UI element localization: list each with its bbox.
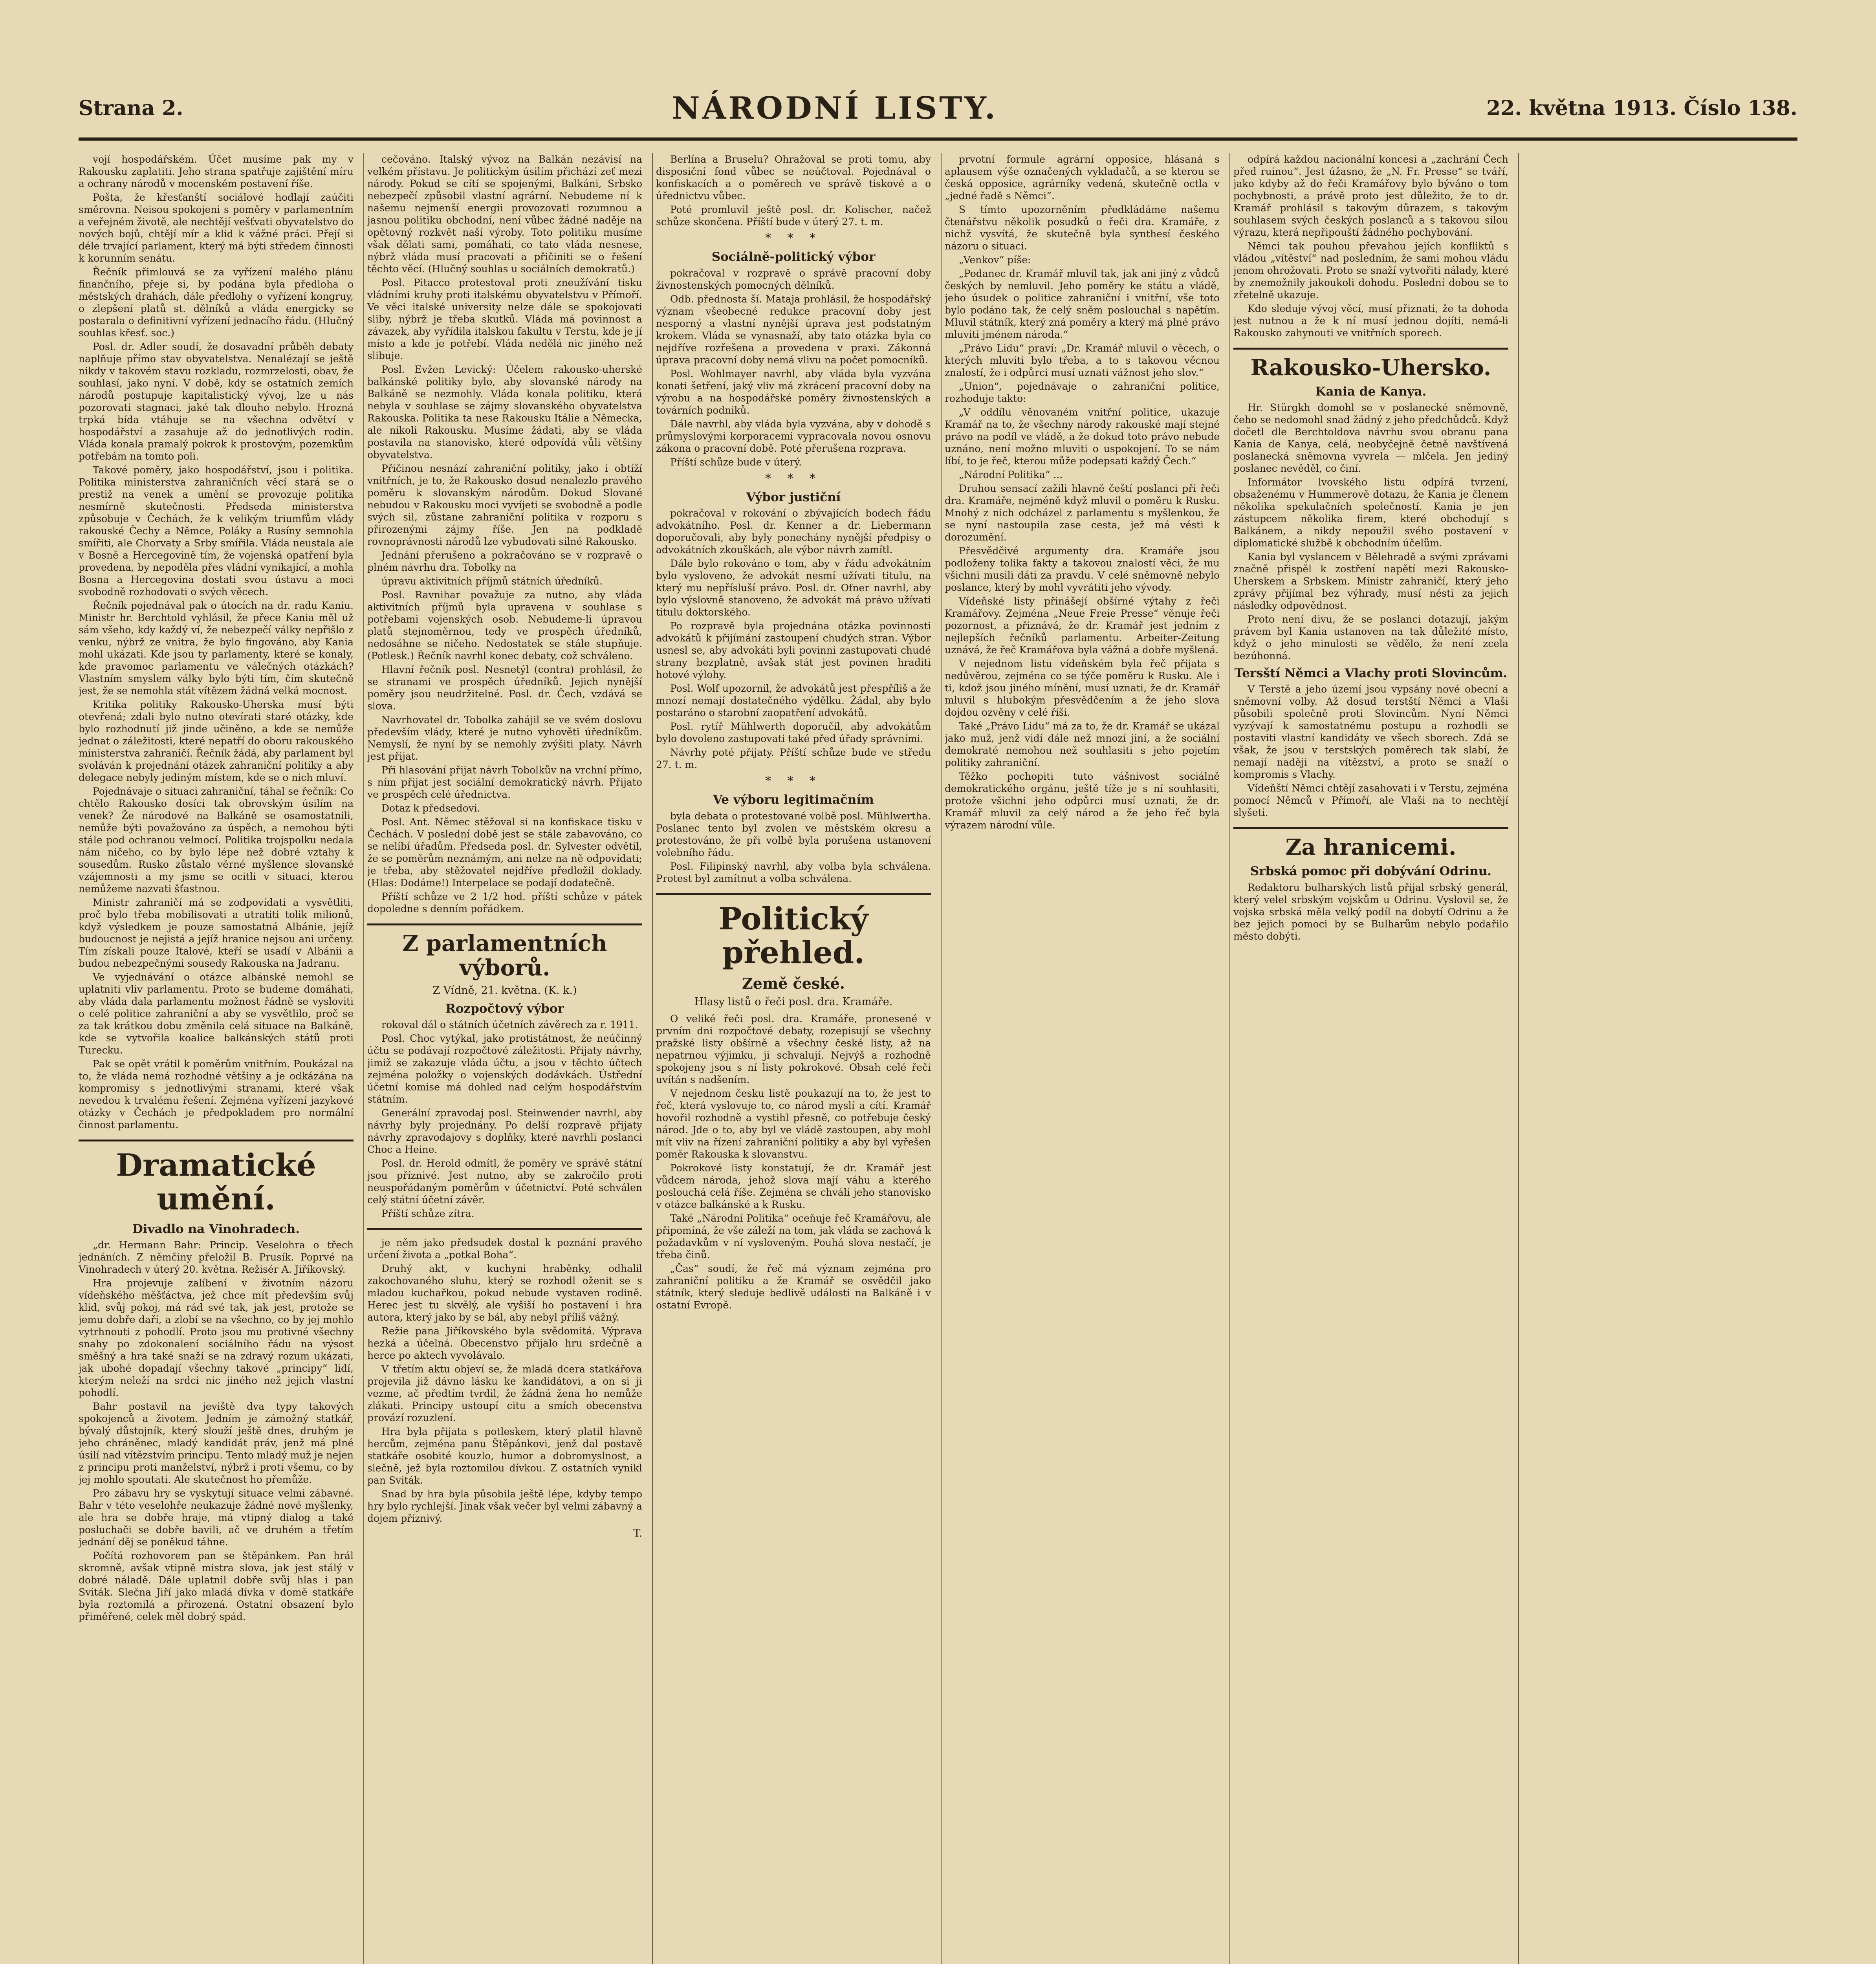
masthead — [79, 79, 1797, 141]
issue-date: 22. května 1913. Číslo 138. — [1486, 96, 1797, 120]
budget-committee-heading: Rozpočtový výbor — [445, 1001, 564, 1016]
budget-committee-report — [367, 1019, 642, 1220]
section-divider — [79, 1140, 354, 1141]
parliament-report — [79, 153, 354, 1131]
paragraph: Posl. Choc vytýkal, jako protistátnost, že neúčinný účtu se podávají rozpočtové záležitosti. Přijaty návrhy, jimiž se zakazuje vláda účtu, a jsou v těchto účtech zejména položky o vojenských dodávkách. Ústřední účetní komise má dohled nad celým hospodářstvím státním. — [367, 1033, 642, 1105]
paragraph: Režie pana Jiříkovského byla svědomitá. Výprava hezká a účelná. Obecenstvo přijalo hru srdečně a herce po aktech vyvolávalo. — [367, 1325, 642, 1361]
austria-hungary-heading: Rakousko-Uhersko. — [1250, 355, 1491, 381]
paragraph: Hra byla přijata s potleskem, který platil hlavně hercům, zejména panu Štěpánkovi, jenž dal postavě statkáře osobité kouzlo, humor a dobromyslnost, a slečně, jež byla roztomilou dívkou. Z ostatních vynikl pan Sviták. — [367, 1426, 642, 1486]
paragraph: Posl. rytíř Mühlwerth doporučil, aby advokátům bylo dovoleno zastupovati také před úřady správními. — [656, 721, 931, 745]
paragraph: Vídeňské listy přinášejí obšírné výtahy z řeči Kramářovy. Zejména „Neue Freie Presse“ věnuje řeči pozornost, a přiznává, že dr. Kramář jest jedním z nejlepších řečníků parlamentu. Arbeiter-Zeitung uznává, že řeč Kramářova byla vážná a dobře myšlená. — [945, 595, 1220, 656]
paragraph: Berlína a Bruselu? Ohražoval se proti tomu, aby disposiční fond vůbec se neúčtoval. Pojednával o konfiskacích a o poměrech ve správě tiskové a o úřednictvu vůbec. — [656, 154, 931, 202]
paragraph: Pojednávaje o situaci zahraniční, táhal se řečník: Co chtělo Rakousko dosíci tak obrovským úsilím na venek? Že národové na Balkáně se osamostatnili, nemůže býti považováno za úspěch, a nemohou býti stále pod ochranou velmocí. Politika trojspolku nedala nám ničeho, co by bylo lépe než dobré vztahy k sousedům. Rusko zůstalo věrné myšlence slovanské vzájemnosti a my jsme se ocitli v situaci, kterou nemůžeme nazvati šťastnou. — [79, 786, 354, 894]
paragraph: Generální zpravodaj posl. Steinwender navrhl, aby návrhy byly projednány. Po delší rozpravě přijaty návrhy zpravodajovy s doplňky, které navrhli poslanci Choc a Heine. — [367, 1107, 642, 1156]
paragraph: Posl. Ravnihar považuje za nutno, aby vláda aktivitních příjmů byla upravena v souhlase s potřebami vojenských osob. Nebudeme-li úpravou platů stejnoměrnou, tedy ve prospěch úředníků, nedosáhne se ničeho. Nedostatek se stále stupňuje. (Potlesk.) Řečník navrhl konec debaty, což schváleno. — [367, 589, 642, 661]
paragraph: byla debata o protestované volbě posl. Mühlwertha. Poslanec tento byl zvolen ve městském okresu a protestováno, že při volbě byla porušena ustanovení volebního řádu. — [656, 810, 931, 858]
paragraph: Kania byl vyslancem v Bělehradě a svými zprávami značně přispěl k zostření napětí mezi Rakousko-Uherskem a Srbskem. Ministr zahraničí, který jeho zprávy přijímal bez výhrady, musí nésti za jejich následky odpovědnost. — [1233, 551, 1508, 612]
separator-stars: * * * — [765, 471, 822, 486]
separator-stars: * * * — [765, 774, 822, 788]
paragraph: cečováno. Italský vývoz na Balkán nezávisí na velkém přístavu. Je politickým úsilím přichází zeť mezi národy. Pokud se cítí se spojenými, Balkáni, Srbsko nebezpečí způsobil vlastní agrární. Nebudeme ní k našemu nejmenší energii provozovati rozumnou a jasnou politiku obchodní, není vůbec žádné naděje na opětovný rozkvět naší výroby. Toto politiku musíme však dělati sami, pomáhati, co tato vláda nesnese, nýbrž vláda musí pracovati a přičiniti se o řešení těchto věcí. (Hlučný souhlas u sociálních demokratů.) — [367, 154, 642, 275]
adrianople-heading: Srbská pomoc při dobývání Odrinu. — [1250, 864, 1492, 879]
social-committee-report — [656, 267, 931, 468]
paragraph: Ministr zahraničí má se zodpovídati a vysvětliti, proč bylo třeba mobilisovati a utratiti tolik milionů, když výsledkem je pouze samostatná Albánie, jejíž budoucnost je nejistá a jejíž hranice nejsou ani určeny. Tím získali pouze Italové, kteří se usadí v Albánii a budou nebezpečnými sousedy Rakouska na Jadranu. — [79, 897, 354, 969]
paragraph: úpravu aktivitních příjmů státních úředníků. — [381, 575, 603, 587]
column-rule — [652, 153, 653, 1964]
abroad-heading: Za hranicemi. — [1285, 834, 1456, 861]
paragraph: Řečník pojednával pak o útocích na dr. radu Kaniu. Ministr hr. Berchtold vyhlásil, že přece Kania měl už sám všeho, kdy každý ví, že nebezpečí války nepřišlo z venku, nýbrž ze vnitra, že bylo fingováno, aby Kania mohl ukázati. Kde jsou ty parlamenty, které se konaly, kde pravomoc parlamentu ve válečných otázkách? Vlastním smyslem války bylo býti tím, čím skutečně jest, že se nemohla stát vítězem žádná velká mocnost. — [79, 600, 354, 696]
kania-heading: Kania de Kanya. — [1315, 384, 1427, 399]
paragraph: Příští schůze zítra. — [381, 1208, 474, 1220]
paragraph: Posl. dr. Adler soudí, že dosavadní průběh debaty naplňuje přímo stav obyvatelstva. Nenalézají se ještě nikdy v takovém stavu rozkladu, rozmrzelosti, obav, že souhlasí, jako nyní. V době, kdy se ostatních zemích národů postupuje kapitalistický vývoj, lze u nás pozorovati stagnaci, jaké tak dlouho nebylo. Hrozná trpká bída vtáhuje se na všechna odvětví v hospodářství a zasahuje až do jednotlivých rodin. Vláda konala pramalý pokrok k prostovým, pozemkům potřebám na tomto poli. — [79, 341, 354, 462]
paragraph: „Union“, pojednávaje o zahraniční politice, rozhoduje takto: — [945, 381, 1220, 404]
paragraph: Těžko pochopiti tuto vášnivost sociálně demokratického orgánu, ještě tíže je s ní souhlasiti, protože všichni jeho odpůrci musí uznati, že dr. Kramář mluvil za celý národ a že jeho řeč byla výrazem národní vůle. — [945, 771, 1220, 831]
paragraph: Ve vyjednávání o otázce albánské nemohl se uplatniti vliv parlamentu. Proto se budeme domáhati, aby vláda dala parlamentu možnost řádně se vysloviti o celé politice zahraniční a aby se vysvětlilo, proč se za tak krátkou dobu změnila celá situace na Balkáně, kde se vytvořila koalice balkánských států proti Turecku. — [79, 971, 354, 1056]
paragraph: Takové poměry, jako hospodářství, jsou i politika. Politika ministerstva zahraničních věcí stará se o prestiž na venek a umění se provozuje politika nesmírně skutečnosti. Předseda ministerstva způsobuje v Čechách, že k velikým triumfům vlády rakouské Čechy a Němce, Poláky a Rusíny semnohla smířiti, ale Chorvaty a Srby smířila. Vláda neustala ale v Bosně a Hercegovině tím, že vojenská opatření byla provedena, by nepoděla přes vládní vynikající, a mohla Bosna a Hercegovina dostati svou ústavu a moci svobodně rozhodovati o svých věcech. — [79, 464, 354, 597]
paragraph: Posl. Filipinský navrhl, aby volba byla schválena. Protest byl zamítnut a volba schválena. — [656, 860, 931, 884]
paragraph: Posl. Pitacco protestoval proti zneužívání tisku vládními kruhy proti italskému obyvatelstvu v Přímoří. Ve věci italské university nelze dále se spokojovati sliby, nýbrž je třeba skutků. Vláda má povinnost a závazek, aby vyřídila italskou fakultu v Terstu, kde je jí místo a kde je potřebí. Vláda nedělá nic jiného než slibuje. — [367, 277, 642, 361]
paragraph: „Národní Politika“ ... — [959, 469, 1063, 480]
paragraph: Němci tak pouhou převahou jejích konfliktů s vládou „vítěství“ nad posledním, že sami mohou vládu jenom ohrožovati. Proto se snaží vytvořiti nálady, které by znemožnily jakoukoli dohodu. Poslední dobou se to zřetelně ukazuje. — [1233, 240, 1508, 300]
paragraph: Po rozpravě byla projednána otázka povinnosti advokátů k přijímání zastoupení chudých stran. Výbor usnesl se, aby advokáti byli povinni zastupovati chudé strany bezplatně, avšak stát jest povinen hraditi hotové výlohy. — [656, 620, 931, 681]
column-3 — [656, 153, 931, 1964]
paragraph: Posl. Wohlmayer navrhl, aby vláda byla vyzvána konati šetření, jaký vliv má zkrácení pracovní doby na výrobu a na hospodářské poměry živnostenských a továrních podniků. — [656, 368, 931, 416]
paragraph: Kdo sleduje vývoj věcí, musí přiznati, že ta dohoda jest nutnou a že k ní musí jednou dojíti, nemá-li Rakousko zahynouti ve vnitřních sporech. — [1233, 303, 1508, 339]
paragraph: Druhý akt, v kuchyni hraběnky, odhalil zakochovaného sluhu, který se rozhodl oženit se s mladou kuchařkou, pokud nebude vystaven rodině. Herec jest tu skvělý, ale vyšiší ho postavení i hra autora, který jako by se bál, aby nebyl příliš vážný. — [367, 1263, 642, 1323]
paragraph: Navrhovatel dr. Tobolka zahájil se ve svém doslovu především vlády, které je nutno vyhověti úředníkům. Nemyslí, že nyní by se nemohly zvýšiti platy. Návrh jest přijat. — [367, 714, 642, 762]
committees-heading: Z parlamentních výborů. — [402, 931, 607, 981]
paragraph: Také „Národní Politika“ oceňuje řeč Kramářovu, ale připomíná, že vše záleží na tom, jak vláda se zachová k požadavkům v ní vysloveným. Pouhá slova nestačí, je třeba činů. — [656, 1212, 931, 1260]
paragraph: Přičinou nesnází zahraniční politiky, jako i obtíží vnitřních, je to, že Rakousko dosud nenalezlo pravého poměru k slovanským národům. Dokud Slované nebudou v Rakousku moci vyvíjeti se svobodně a podle svých sil, zůstane zahraniční politika v rozporu s přirozenými zájmy říše. Jen na podkladě rovnoprávnosti národů lze vybudovati silné Rakousko. — [367, 463, 642, 547]
press-voices-heading: Hlasy listů o řeči posl. dra. Kramáře. — [694, 996, 893, 1008]
paragraph: Proto není divu, že se poslanci dotazují, jakým právem byl Kania ustanoven na tak důležité místo, když o jeho minulosti se vědělo, že není zcela bezúhonná. — [1233, 614, 1508, 662]
paragraph: odpírá každou nacionální koncesi a „zachrání Čech před ruinou“. Jest úžasno, že „N. Fr. Presse“ se tváří, jako kdyby až do řeči Kramářovy bylo býváno o tom pochybnosti, a právě proto jest důležito, že to dr. Kramář prohlásil s takovým důrazem, s takovým souhlasem svých českých poslanců a s takovou silou výrazu, která nepřipouští žádného pochybování. — [1233, 154, 1508, 238]
paragraph: V Terstě a jeho území jsou vypsány nové obecní a sněmovní volby. Až dosud terstští Němci a Vlaši působili společně proti Slovincům. Nyní Němci vyzývají k samostatnému postupu a rozhodli se postaviti vlastní kandidáty ve všech sborech. Zdá se však, že jsou v terstských poměrech tak slabí, že nemají naději na vítězství, a proto se snaží o kompromis s Vlachy. — [1233, 683, 1508, 780]
paragraph: pokračoval v rokování o zbývajících bodech řádu advokátního. Posl. dr. Kenner a dr. Liebermann doporučovali, aby byly ponechány nynější předpisy o advokátních zkouškách, ale výbor návrh zamítl. — [656, 507, 931, 556]
paragraph: „V oddílu věnovaném vnitřní politice, ukazuje Kramář na to, že všechny národy rakouské mají stejné právo na podíl ve vládě, a že dokud toto právo nebude uznáno, není možno mluviti o uspokojení. To se nám líbí, to je řeč, kterou může podepsati každý Čech.“ — [945, 407, 1220, 467]
paragraph: „dr. Hermann Bahr: Princip. Veselohra o třech jednáních. Z němčiny přeložil B. Prusík. Poprvé na Vinohradech v úterý 20. května. Režisér A. Jiříkovský. — [79, 1239, 354, 1275]
paragraph: Jednání přerušeno a pokračováno se v rozpravě o plném návrhu dra. Tobolky na — [367, 550, 642, 573]
czech-lands-heading: Země české. — [742, 975, 845, 993]
paragraph: Snad by hra byla působila ještě lépe, kdyby tempo hry bylo rychlejší. Jinak však večer byl velmi zábavný a dojem příznivý. — [367, 1488, 642, 1524]
paragraph: Řečník přimlouvá se za vyřízení malého plánu finančního, přeje si, by podána byla předloha o městských drahách, dále předlohy o vyřízení kongruy, o zlepšení platů st. dělníků a vláda energicky se postarala o definitivní vyřízení jednacího řádu. (Hlučný souhlas křesť. soc.) — [79, 266, 354, 339]
separator-stars: * * * — [765, 231, 822, 245]
justice-committee-report — [656, 507, 931, 771]
paragraph: Kritika politiky Rakousko-Uherska musí býti otevřená; zdali bylo nutno otevírati staré otázky, kde bylo rozhodnutí již jinde učiněno, a kde se nemůže jednat o záležitosti, které nepatří do oboru rakouského ministerstva zahraničí. Řečník žádá, aby parlament byl svoláván k projednání otázek zahraniční politiky a aby delegace nebyly jediným místem, kde se o nich mluví. — [79, 699, 354, 783]
section-divider — [367, 1228, 642, 1230]
column-rule — [363, 153, 364, 1964]
paragraph: vojí hospodářském. Účet musíme pak my v Rakousku zaplatiti. Jeho strana spatřuje zajištění míru a ochrany národů v mocenském postavení říše. — [79, 154, 354, 189]
paragraph: Příští schůze bude v úterý. — [670, 456, 802, 468]
paragraph: Redaktoru bulharských listů přijal srbský generál, který velel srbským vojskům u Odrinu. Vyslovil se, že vojska srbská měla velký podíl na dobytí Odrinu a že bez jejich pomoci by se Bulharům nebylo podařilo město dobýti. — [1233, 881, 1508, 942]
paragraph: Návrhy poté přijaty. Příští schůze bude ve středu 27. t. m. — [656, 747, 931, 771]
paragraph: Také „Právo Lidu“ má za to, že dr. Kramář se ukázal jako muž, jenž vidí dále než mnozí jiní, a že sociální demokraté nemohou než souhlasiti s jeho pojetím politiky zahraniční. — [945, 720, 1220, 768]
paragraph: Odb. přednosta ší. Mataja prohlásil, že hospodářský význam všeobecné redukce pracovní doby jest nesporný a vlastní nynější úprava jest podstatným krokem. Vláda se vynasnaží, aby tato otázka byla co nejdříve rozřešena a provedena v praxi. Zákonná úprava pracovní doby nemá vlivu na počet pomocníků. — [656, 293, 931, 366]
paragraph: „Právo Lidu“ praví: „Dr. Kramář mluvil o věcech, o kterých mluviti bylo třeba, a to s takovou věcnou znalostí, že i odpůrci musí uznati vážnost jeho slov.“ — [945, 343, 1220, 378]
paragraph: V nejednom česku listě poukazují na to, že jest to řeč, která vyslovuje to, co národ myslí a cítí. Kramář hovořil rozhodně a vystihl přesně, co potřebuje český národ. Jde o to, aby byl ve vládě zastoupen, aby mohl mít vliv na řízení zahraniční politiky a aby byl vyřešen poměr Rakouska k slovanstvu. — [656, 1087, 931, 1160]
paragraph: Informátor lvovského listu odpírá tvrzení, obsaženému v Hummerově dotazu, že Kania je členem několika spekulačních společností. Kania je jen zástupcem několika firem, které obchodují s Balkánem, a nikdy nepoužil svého postavení v diplomatické službě k obchodním účelům. — [1233, 476, 1508, 549]
paragraph: Posl. Ant. Němec stěžoval si na konfiskace tisku v Čechách. V poslední době jest se stále zabavováno, co se nelíbí úřadům. Předseda posl. dr. Sylvester odvětil, že se poměrům neznámým, ani nelze na ně odpovídati; je třeba, aby stěžovatel nejdříve předložil doklady. (Hlas: Dodáme!) Interpelace se podají dodatečně. — [367, 816, 642, 889]
paragraph: Dále navrhl, aby vláda byla vyzvána, aby v dohodě s průmyslovými korporacemi vypracovala novou osnovu zákona o pracovní době. Poté přerušena rozprava. — [656, 418, 931, 454]
theatre-review-continued — [367, 1237, 642, 1524]
paragraph: „Podanec dr. Kramář mluvil tak, jak ani jiný z vůdců českých by nemluvil. Jeho poměry ke státu a vládě, jeho úsudek o politice zahraniční i vnitřní, vše toto bylo podáno tak, že celý sněm poslouchal s napětím. Mluvil státník, který zná poměry a který má plné právo mluviti jménem národa.“ — [945, 268, 1220, 340]
column-5 — [1233, 153, 1508, 1964]
columns — [79, 153, 1797, 1964]
paragraph: O veliké řeči posl. dra. Kramáře, pronesené v prvním dni rozpočtové debaty, rozepisují se všechny pražské listy obšírně a všechny české listy, až na nepatrnou výjimku, ji schvalují. Nejvýš a rozhodně spokojeny jsou s ní listy pokrokové. Obsah celé řeči uvítán s nadšením. — [656, 1013, 931, 1085]
dateline: Z Vídně, 21. května. (K. k.) — [432, 984, 577, 997]
committee-report — [656, 153, 931, 228]
paragraph: Hlavní řečník posl. Nesnetýl (contra) prohlásil, že se stranami ve prospěch úředníků. Jejich nynější poměry jsou neudržitelné. Posl. dr. Čech, vzdává se slova. — [367, 664, 642, 712]
paragraph: Poté promluvil ještě posl. dr. Kolischer, načež schůze skončena. Příští bude v úterý 27. t. m. — [656, 204, 931, 227]
column-2 — [367, 153, 642, 1964]
article-continued — [1233, 153, 1508, 339]
paragraph: V třetím aktu objeví se, že mladá dcera statkářova projevila již dávno lásku ke kandidátovi, a on si ji vezme, ač předtím tvrdil, že žádná žena ho nemůže zlákati. Principy ustoupí citu a smích obecenstva provází rozuzlení. — [367, 1363, 642, 1424]
paragraph: „Čas“ soudí, že řeč má význam zejména pro zahraniční politiku a že Kramář se osvědčil jako státník, který sleduje bedlivě události na Balkáně i v ostatní Evropě. — [656, 1262, 931, 1311]
column-rule — [941, 153, 942, 1964]
paragraph: Při hlasování přijat návrh Tobolkův na vrchní přímo, s ním přijat jest sociální demokratický návrh. Přijato ve prospěch celé úřednictva. — [367, 764, 642, 800]
feuilleton-subtitle: Divadlo na Vinohradech. — [132, 1222, 300, 1236]
paragraph: Dotaz k předsedovi. — [381, 802, 480, 814]
paragraph: pokračoval v rozpravě o správě pracovní doby živnostenských pomocných dělníků. — [656, 267, 931, 291]
paragraph: V nejednom listu vídeňském byla řeč přijata s nedůvěrou, zejména co se týče poměru k Rusku. Ale i ti, kdož jsou jiného mínění, musí uznati, že dr. Kramář mluvil s hlubokým přesvědčením a že jeho slova dojdou ozvěny v celé říši. — [945, 658, 1220, 718]
page-number: Strana 2. — [79, 96, 183, 120]
paragraph: rokoval dál o státních účetních závěrech za r. 1911. — [381, 1019, 638, 1031]
paragraph: Hr. Stürgkh domohl se v poslanecké sněmovně, čeho se nedomohl snad žádný z jeho předchůdců. Když dočetl dle Berchtoldova návrhu svou obranu pana Kania de Kanya, celá, neobyčejně četně navštívená poslanecká sněmovna vyvrela — mlčela. Jen jediný poslanec nevěděl, co činí. — [1233, 402, 1508, 475]
paragraph: S tímto upozorněním předkládáme našemu čtenářstvu několik posudků o řeči dra. Kramáře, z nichž vysvítá, že skutečně byla synthesí českého názoru o situaci. — [945, 204, 1220, 252]
paragraph: Posl. dr. Herold odmítl, že poměry ve správě státní jsou příznivé. Jest nutno, aby se zakročilo proti neuspořádaným poměrům v účetnictví. Poté schválen celý státní účetní závěr. — [367, 1158, 642, 1206]
review-signature: T. — [633, 1527, 642, 1540]
press-review-text — [945, 153, 1220, 831]
paragraph: Hra projevuje zalíbení v životním názoru vídeňského měšťáctva, jež chce mít především svůj klid, svůj pokoj, má rád své tak, jak jest, protože se jemu dobře daří, a zlobí se na všechno, co by jej mohlo vytrhnouti z pohodlí. Proto jsou mu protivné všechny snahy po zdokonalení sociálního řádu na výsost směšný a hra také snaží se na zdravý rozum ukázati, jak ubohé dopadají všechny takové „principy“ lidí, kterým neleží na srdci nic jiného než jejich vlastní pohodlí. — [79, 1277, 354, 1399]
column-rule — [1229, 153, 1230, 1964]
social-committee-heading: Sociálně-politický výbor — [711, 250, 876, 264]
column-4 — [945, 153, 1220, 1964]
column-rule — [1518, 153, 1519, 1964]
paragraph: Příští schůze ve 2 1/2 hod. příští schůze v pátek dopoledne s denním pořádkem. — [367, 891, 642, 914]
newspaper-title: NÁRODNÍ LISTY. — [672, 90, 998, 126]
adrianople-article — [1233, 881, 1508, 942]
theatre-review — [79, 1239, 354, 1623]
trieste-heading: Tersští Němci a Vlachy proti Slovincům. — [1234, 666, 1508, 681]
political-review-text — [656, 1013, 931, 1311]
paragraph: Přesvědčivé argumenty dra. Kramáře jsou podloženy tolika fakty a takovou znalostí věci, že mu všichni musili dáti za pravdu. V celé sněmovně nebylo poslance, který by mohl vyvrátiti jeho vývody. — [945, 545, 1220, 593]
legitimation-committee-report — [656, 810, 931, 885]
paragraph: Druhou sensací zažili hlavně čeští poslanci při řeči dra. Kramáře, nejméně když mluvil o poměru k Rusku. Mnohý z nich odcházel z parlamentu s myšlenkou, že se nyní nastoupila zase cesta, jež má vésti k dorozumění. — [945, 483, 1220, 543]
section-divider — [1233, 827, 1508, 829]
paragraph: Bahr postavil na jeviště dva typy takových spokojenců a životem. Jedním je zámožný statkář, bývalý důstojník, který slouží ještě dnes, druhým je jeho chráněnec, mladý kandidát práv, jenž má plné úsilí nad vítězstvím principu. Tento mladý muž je nejen z principu proti manželství, nýbrž i proti všemu, co by jej mohlo spoutati. Ale skutečnost ho přemůže. — [79, 1401, 354, 1486]
paragraph: Posl. Evžen Levický: Účelem rakousko-uherské balkánské politiky bylo, aby slovanské národy na Balkáně se nezmohly. Vláda konala politiku, která nebyla v souhlase se zájmy slovanského obyvatelstva Rakouska. Politika ta nese Rakousku Itálie a Německa, ale nikoli Rakousku. Musíme žádati, aby se vláda postavila na stanovisko, které odpovídá vůli většiny obyvatelstva. — [367, 364, 642, 460]
paragraph: Pak se opět vrátil k poměrům vnitřním. Poukázal na to, že vláda nemá rozhodné většiny a je odkázána na kompromisy s jednotlivými stranami, které však nevedou k trvalému řešení. Zejména vyřízení jazykové otázky v Čechách je předpokladem pro normální činnost parlamentu. — [79, 1058, 354, 1130]
trieste-article — [1233, 683, 1508, 819]
feuilleton-title: Dramatické umění. — [116, 1147, 316, 1217]
paragraph: „Venkov“ píše: — [959, 254, 1031, 266]
political-review-heading: Politický přehled. — [718, 901, 868, 971]
column-6 — [1522, 153, 1797, 1964]
parliament-report-continued — [367, 153, 642, 915]
section-divider — [656, 893, 931, 895]
paragraph: Dále bylo rokováno o tom, aby v řádu advokátním bylo vysloveno, že advokát nesmí užívati titulu, na který mu nepřísluší právo. Posl. dr. Ofner navrhl, aby bylo výslovně stanoveno, že advokát má právo užívati titulu doktorského. — [656, 558, 931, 618]
justice-committee-heading: Výbor justiční — [746, 490, 841, 504]
paragraph: Posl. Wolf upozornil, že advokátů jest přespříliš a že mnozí nemají dostatečného výdělku. Žádal, aby bylo postaráno o starobní zaopatření advokátů. — [656, 683, 931, 719]
paragraph: Vídeňští Němci chtějí zasahovati i v Terstu, zejména pomocí Němců v Přímoří, ale Vlaši na to nechtějí slyšeti. — [1233, 782, 1508, 819]
paragraph: Pokrokové listy konstatují, že dr. Kramář jest vůdcem národa, jehož slova mají váhu a kterého poslouchá celá říše. Zejména se chválí jeho stanovisko v otázce balkánské a k Rusku. — [656, 1162, 931, 1210]
paragraph: Pro zábavu hry se vyskytují situace velmi zábavné. Bahr v této veselohře neukazuje žádné nové myšlenky, ale hra se dobře hraje, má vtipný dialog a také posluchači se dobře bavili, ač ve druhém a třetím jednání děj se poněkud táhne. — [79, 1488, 354, 1548]
column-1 — [79, 153, 354, 1964]
kania-article — [1233, 401, 1508, 662]
paragraph: Počítá rozhovorem pan se štěpánkem. Pan hrál skromně, avšak vtipně mistra slova, jak jest stálý v dobré náladě. Dále uplatnil dobře svůj hlas i pan Sviták. Slečna Jiří jako mladá dívka v domě statkáře byla roztomilá a přirozená. Ostatní obsazení bylo přiměřené, celek měl dobrý spád. — [79, 1550, 354, 1623]
paragraph: Pošta, že křesťanští sociálové hodlají zaúčiti směrovna. Neisou spokojeni s poměry v parlamentním a veřejném životě, ale nechtějí vešťvati obyvatelstvo do nových bojů, chtějí mír a klid k vážné práci. Přejí si déle trvající parlament, který má býti středem činnosti k korunním senátu. — [79, 192, 354, 264]
paragraph: prvotní formule agrární opposice, hlásaná s aplausem výše označených vykladačů, a se kterou se česká opposice, agrárníky vedená, skutečně octla v „jedné řadě s Němci“. — [945, 154, 1220, 202]
paragraph: je něm jako předsudek dostal k poznání pravého určení života a „potkal Boha“. — [367, 1237, 642, 1261]
section-divider — [1233, 348, 1508, 350]
section-divider — [367, 923, 642, 925]
legitimation-committee-heading: Ve výboru legitimačním — [713, 793, 874, 807]
